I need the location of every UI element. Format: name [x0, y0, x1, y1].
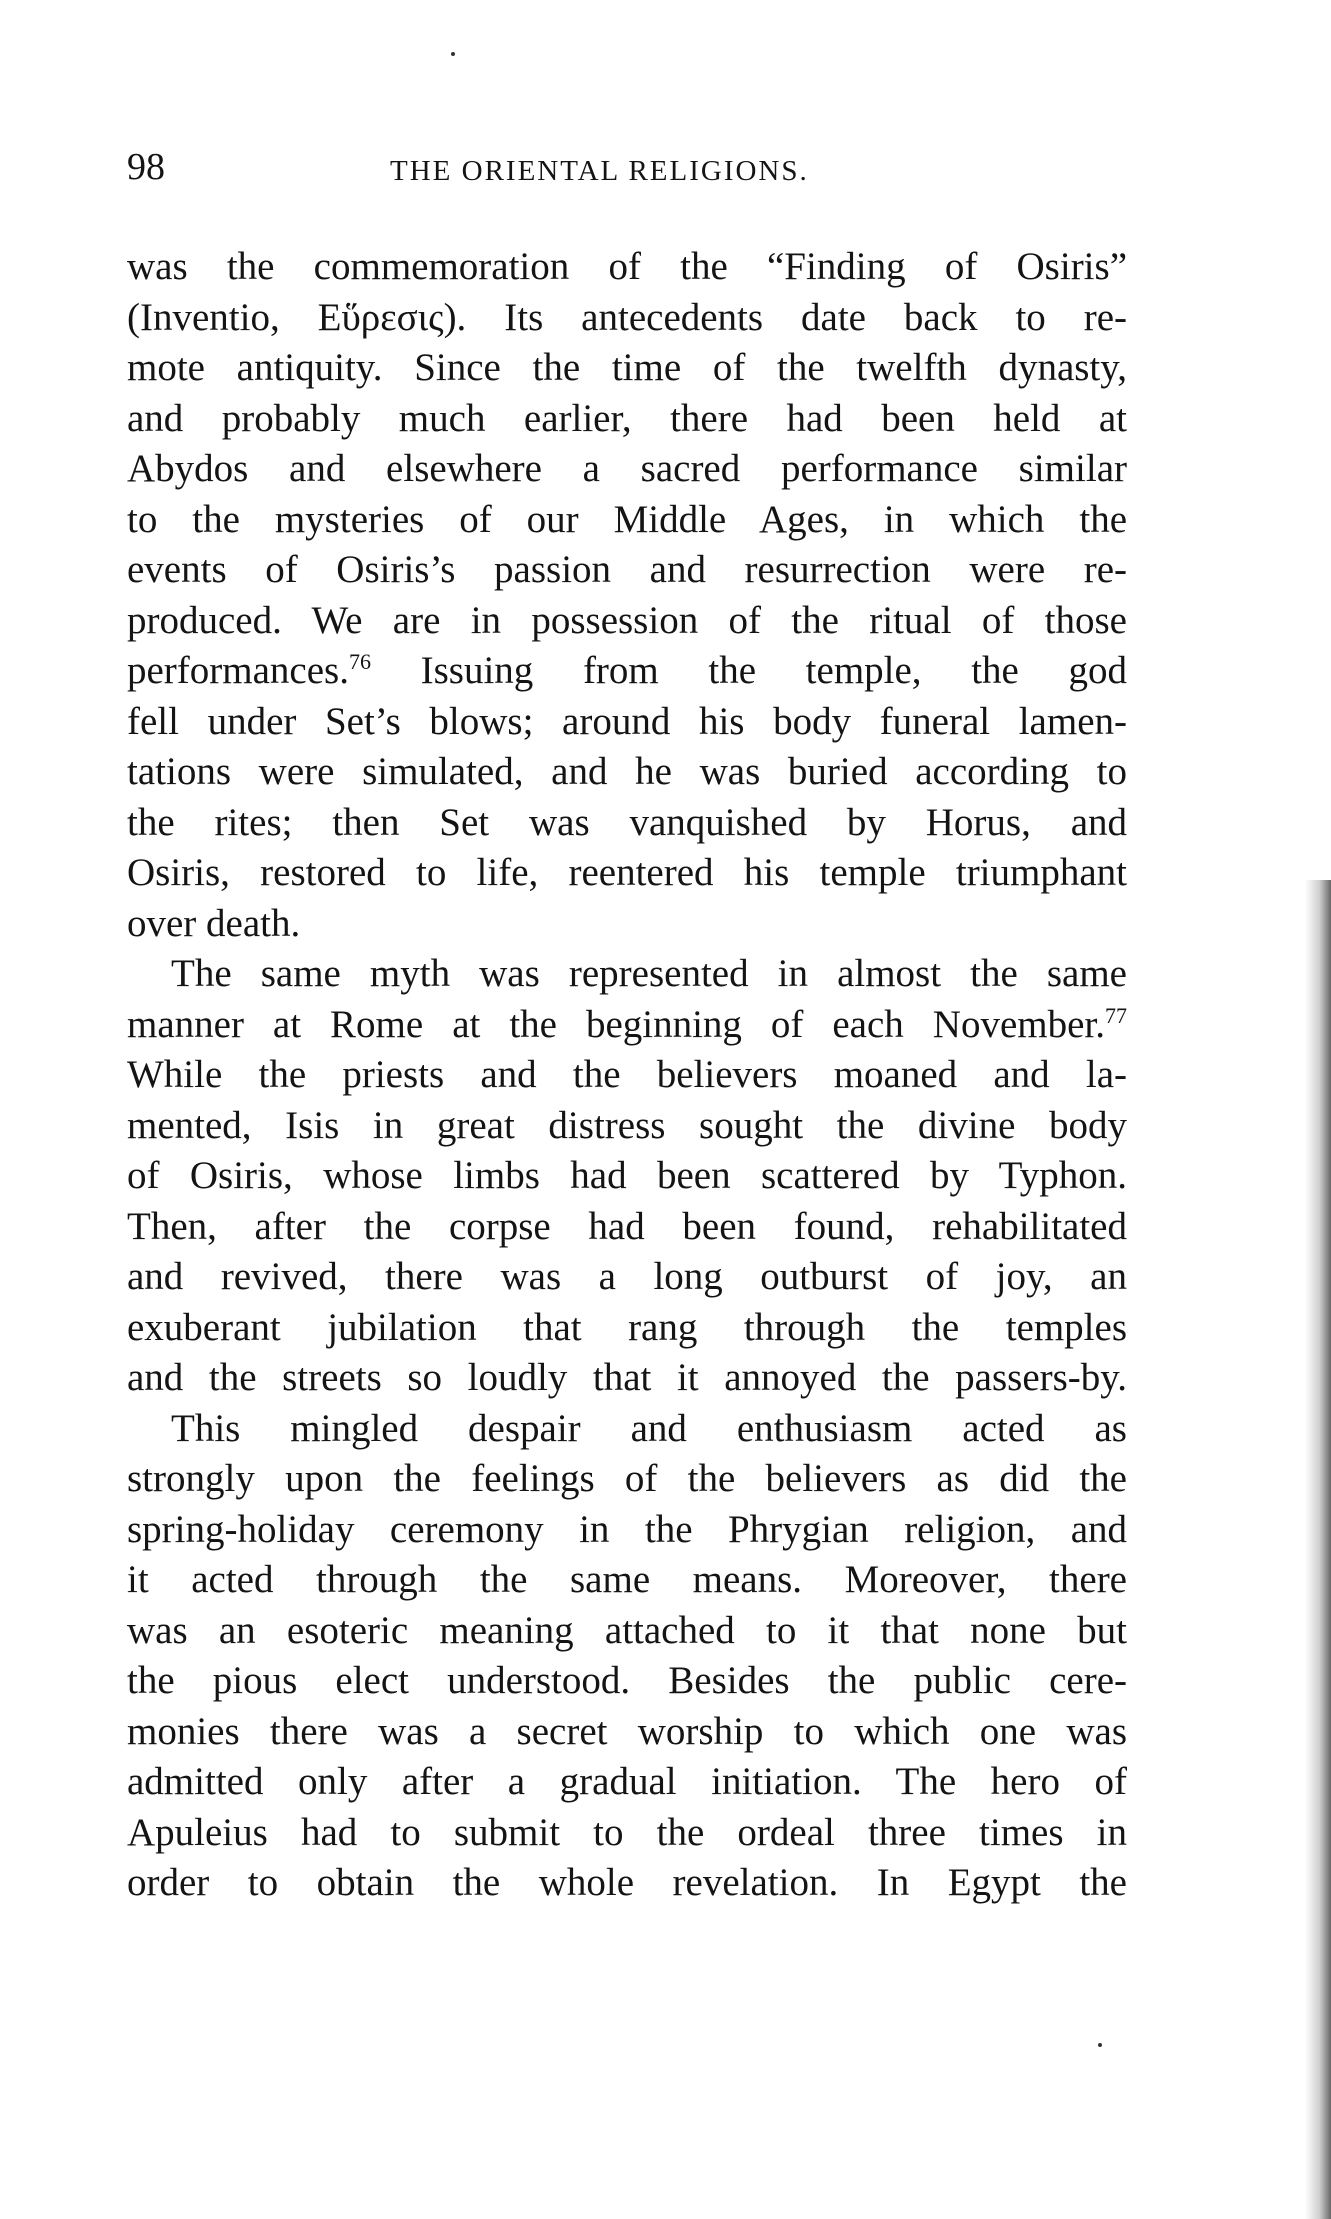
text-line: order to obtain the whole revelation. In Egypt the [127, 1861, 1127, 1904]
text-line: was an esoteric meaning attached to it that none but [127, 1608, 1127, 1652]
text-line: over death. [127, 901, 301, 945]
footnote-ref: 76 [348, 649, 371, 674]
text-line: to the mysteries of our Middle Ages, in which the [127, 497, 1127, 541]
text-line: admitted only after a gradual initiation. The hero of [127, 1760, 1127, 1803]
running-head: THE ORIENTAL RELIGIONS. [390, 155, 809, 187]
page-header [127, 145, 1127, 195]
text-line: mote antiquity. Since the time of the twelfth dynasty, [127, 346, 1127, 389]
text-line: The same myth was represented in almost the same [171, 952, 1127, 995]
text-line: and revived, there was a long outburst of joy, an [127, 1255, 1127, 1298]
text-line: of Osiris, whose limbs had been scattered by Typhon. [127, 1154, 1127, 1197]
text-line: spring-holiday ceremony in the Phrygian religion, and [127, 1507, 1127, 1551]
text-line: produced. We are in possession of the ritual of those [127, 598, 1127, 642]
text-line: Then, after the corpse had been found, rehabilitated [127, 1204, 1127, 1248]
page-number: 98 [127, 146, 165, 188]
text-line: (Inventio, Εὕρεσις). Its antecedents date back to re- [127, 295, 1127, 339]
text-line: and probably much earlier, there had been held at [127, 396, 1127, 440]
text-line-with-footnote [127, 1000, 1127, 1051]
text-line: mented, Isis in great distress sought the divine body [127, 1103, 1127, 1147]
text-line-with-footnote [127, 646, 1127, 697]
body-text [127, 242, 1127, 1909]
text-line: events of Osiris’s passion and resurrection were re- [127, 548, 1127, 591]
text-fragment: performances. [127, 649, 349, 692]
text-line: strongly upon the feelings of the believers as did the [127, 1457, 1127, 1500]
text-line: Abydos and elsewhere a sacred performance similar [127, 447, 1127, 490]
page-edge-shadow [1305, 880, 1331, 2219]
text-fragment: Issuing from the temple, the god [370, 649, 1127, 692]
text-line: exuberant jubilation that rang through the temples [127, 1305, 1127, 1349]
text-line: Apuleius had to submit to the ordeal three times in [127, 1810, 1127, 1854]
text-line: fell under Set’s blows; around his body funeral lamen- [127, 699, 1127, 743]
text-line: Osiris, restored to life, reentered his temple triumphant [127, 851, 1127, 894]
footnote-ref: 77 [1105, 1002, 1127, 1028]
paper-speck [1098, 2043, 1102, 2047]
text-line: While the priests and the believers moaned and la- [127, 1053, 1127, 1096]
text-line: the rites; then Set was vanquished by Horus, and [127, 800, 1127, 844]
text-line: tations were simulated, and he was buried according to [127, 750, 1127, 793]
text-line: was the commemoration of the “Finding of Osiris” [127, 245, 1127, 288]
text-line: This mingled despair and enthusiasm acted as [171, 1406, 1127, 1450]
text-fragment: manner at Rome at the beginning of each November. [127, 1002, 1105, 1046]
text-line: monies there was a secret worship to which one was [127, 1709, 1127, 1753]
text-line: and the streets so loudly that it annoyed the passers-by. [127, 1356, 1127, 1399]
text-line: the pious elect understood. Besides the public cere- [127, 1659, 1127, 1702]
text-line: it acted through the same means. Moreover, there [127, 1558, 1127, 1601]
paper-speck [451, 52, 455, 56]
